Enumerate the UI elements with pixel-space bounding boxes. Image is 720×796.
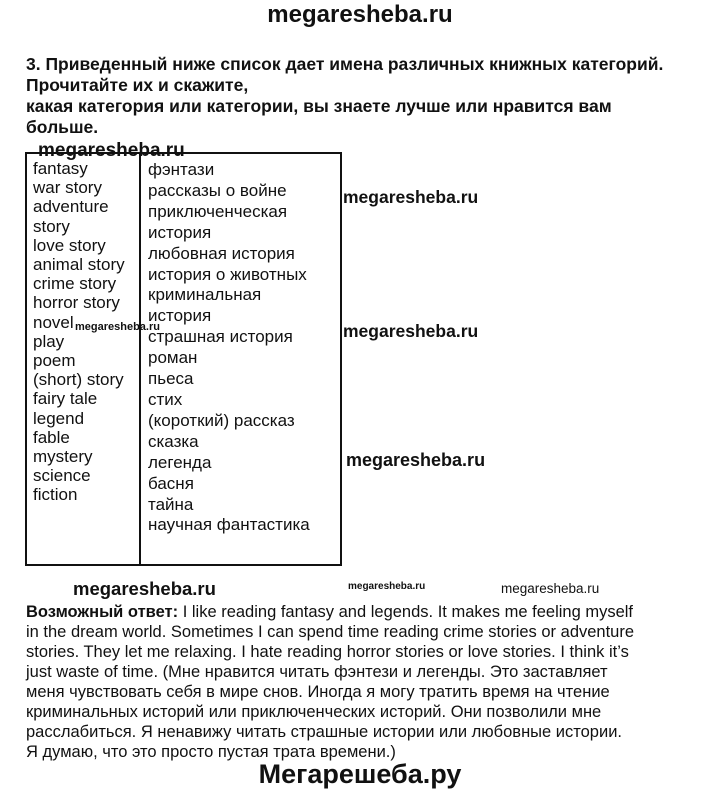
russian-category-line: басня xyxy=(148,473,194,493)
answer-line: stories. They let me relaxing. I hate reading horror stories or love stories. I think it’s xyxy=(26,643,629,661)
table-column-russian xyxy=(141,154,340,564)
watermark-right-3: megaresheba.ru xyxy=(346,450,486,470)
task-instruction xyxy=(26,54,710,138)
russian-category-line: научная фантастика xyxy=(148,515,310,535)
watermark-table-top: megaresheba.ru xyxy=(38,140,185,161)
answer-line-first xyxy=(26,602,718,622)
russian-category-line: стих xyxy=(148,389,183,409)
english-category-line: story xyxy=(33,216,70,236)
english-category-line: crime story xyxy=(33,274,117,294)
site-watermark-header: megaresheba.ru xyxy=(267,1,453,28)
task-instruction-line: Прочитайте их и скажите, xyxy=(26,75,249,95)
russian-category-line: приключенческая xyxy=(148,201,288,221)
watermark-inline-novel: megaresheba.ru xyxy=(75,321,160,333)
english-category-line: animal story xyxy=(33,255,125,275)
english-category-line: play xyxy=(33,331,65,351)
answer-line: just waste of time. (Мне нравится читать фэнтези и легенды. Это заставляет xyxy=(26,663,608,681)
english-category-line: fable xyxy=(33,427,70,447)
english-category-line: war story xyxy=(33,178,102,198)
russian-category-line: легенда xyxy=(148,452,212,472)
english-category-line: fairy tale xyxy=(33,389,98,409)
task-instruction-line: 3. Приведенный ниже список дает имена различных книжных категорий. xyxy=(26,54,664,74)
russian-category-line: история о животных xyxy=(148,264,307,284)
site-title-footer: Мегарешеба.ру xyxy=(258,759,462,789)
book-categories-table xyxy=(25,152,342,566)
russian-category-line: фэнтази xyxy=(148,160,215,179)
answer-line: in the dream world. Sometimes I can spend time reading crime stories or adventure xyxy=(26,623,635,641)
task-instruction-line: какая категория или категории, вы знаете лучше или нравится вам xyxy=(26,96,612,116)
english-category-line: novel xyxy=(33,312,74,332)
russian-category-line: история xyxy=(148,222,212,242)
english-category-line: adventure xyxy=(33,197,109,217)
english-category-line: science xyxy=(33,466,91,486)
answer-lines xyxy=(26,622,718,762)
english-category-line: fiction xyxy=(33,485,78,505)
watermark-bottom-small: megaresheba.ru xyxy=(348,581,426,592)
answer-line: меня чувствовать себя в мире снов. Иногда я могу тратить время на чтение xyxy=(26,683,610,701)
russian-category-line: любовная история xyxy=(148,243,295,263)
watermark-bottom-regular: megaresheba.ru xyxy=(501,581,600,596)
watermark-right-2: megaresheba.ru xyxy=(343,321,479,341)
russian-category-line: страшная история xyxy=(148,327,293,347)
english-category-line: legend xyxy=(33,408,85,428)
watermark-bottom-large: megaresheba.ru xyxy=(73,578,216,599)
answer-label: Возможный ответ: xyxy=(26,603,179,621)
english-category-line: (short) story xyxy=(33,370,124,390)
answer-line: расслабиться. Я ненавижу читать страшные истории или любовные истории. xyxy=(26,723,623,741)
russian-category-line: история xyxy=(148,306,212,326)
answer-first-line-text: I like reading fantasy and legends. It makes me feeling myself xyxy=(178,603,634,621)
english-category-line: mystery xyxy=(33,447,93,467)
russian-category-line: криминальная xyxy=(148,285,262,305)
table-column-english xyxy=(27,154,141,564)
russian-category-line: пьеса xyxy=(148,369,194,389)
english-category-line: love story xyxy=(33,235,106,255)
watermark-right-1: megaresheba.ru xyxy=(343,187,479,207)
russian-category-line: роман xyxy=(148,348,198,368)
english-category-line: poem xyxy=(33,351,76,371)
english-category-line: fantasy xyxy=(33,159,88,178)
russian-category-line: тайна xyxy=(148,494,194,514)
answer-line: криминальных историй или приключенческих историй. Они позволили мне xyxy=(26,703,602,721)
russian-category-line: сказка xyxy=(148,431,199,451)
task-instruction-line: больше. xyxy=(26,117,99,137)
russian-category-line: рассказы о войне xyxy=(148,180,287,200)
english-category-line: horror story xyxy=(33,293,120,313)
russian-category-line: (короткий) рассказ xyxy=(148,410,295,430)
answer-paragraph xyxy=(26,602,718,762)
answer-line: Я думаю, что это просто пустая трата времени.) xyxy=(26,743,396,761)
